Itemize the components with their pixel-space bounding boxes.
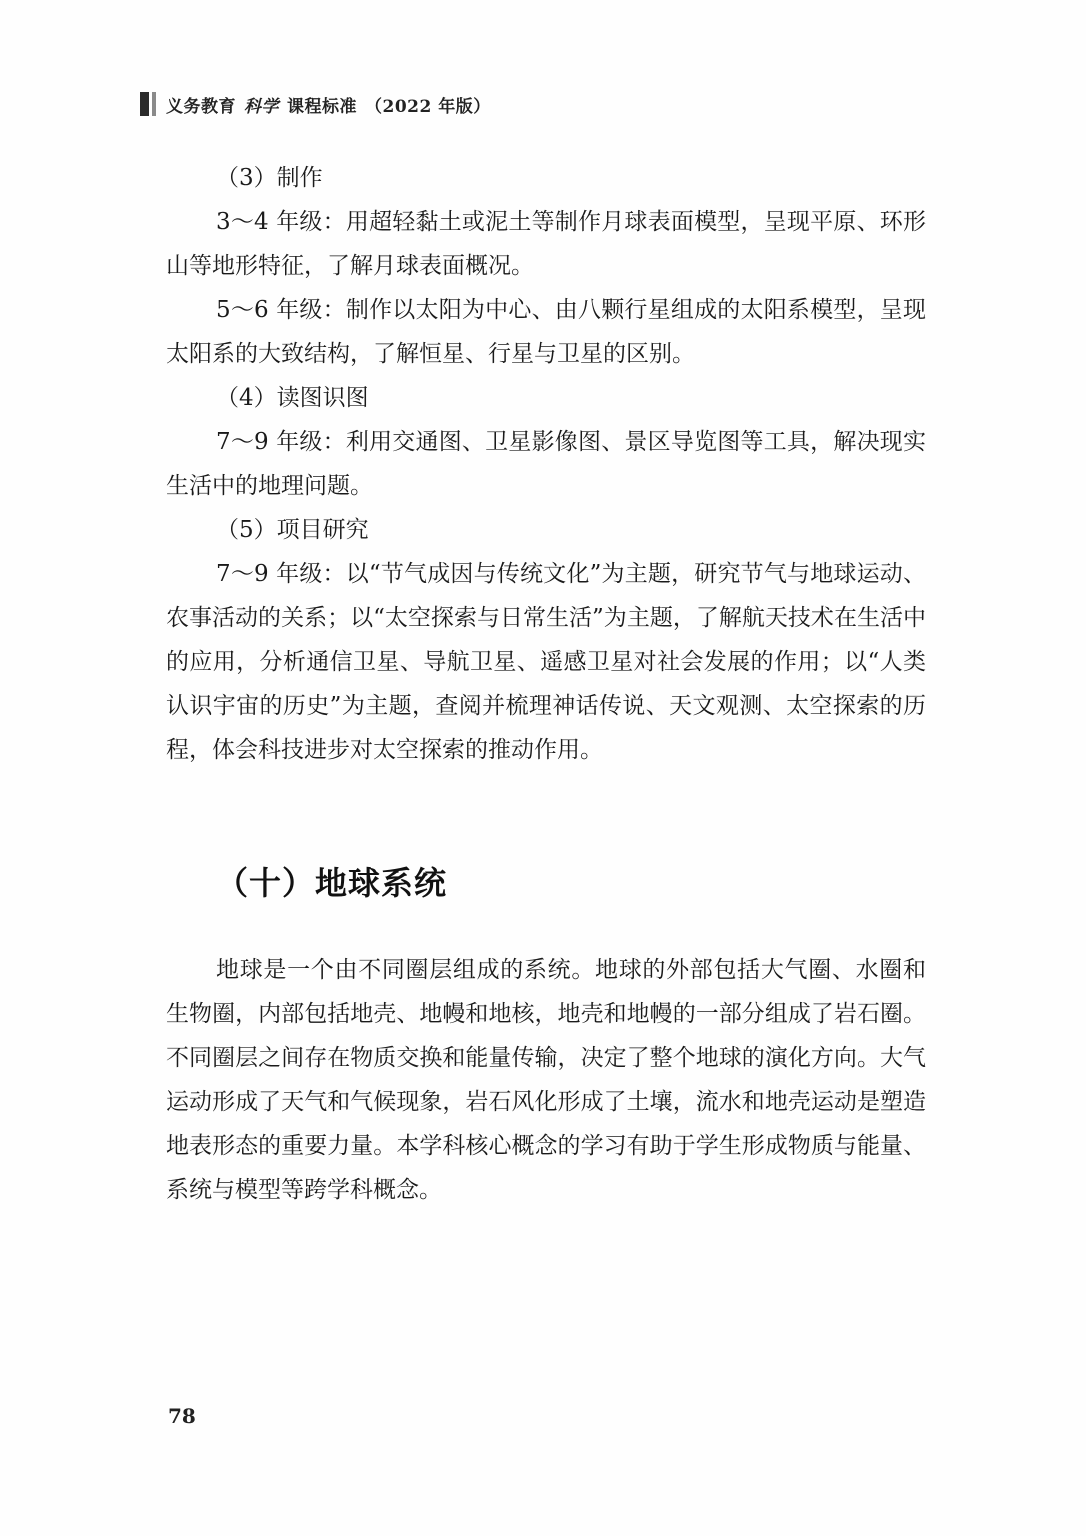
section-title: （十）地球系统	[216, 864, 448, 902]
header-subject: 科学	[244, 96, 279, 117]
paragraph-earth-system: 地球是一个由不同圈层组成的系统。地球的外部包括大气圈、水圈和生物圈，内部包括地壳、地幔和地核，地壳和地幔的一部分组成了岩石圈。不同圈层之间存在物质交换和能量传输，决定了整个地球的演化方向。大气运动形成了天气和气候现象，岩石风化形成了土壤，流水和地壳运动是塑造地表形态的重要力量。本学科核心概念的学习有助于学生形成物质与能量、系统与模型等跨学科概念。	[166, 957, 926, 1203]
subheading-map-reading: （4）读图识图	[216, 385, 369, 411]
header-edition: （2022 年版）	[365, 96, 491, 117]
paragraph-map-7-9: 7～9 年级：利用交通图、卫星影像图、景区导览图等工具，解决现实生活中的地理问题。	[166, 429, 926, 499]
paragraph-make-3-4: 3～4 年级：用超轻黏土或泥土等制作月球表面模型，呈现平原、环形山等地形特征，了解月球表面概况。	[166, 209, 926, 279]
header-bar-icon	[140, 92, 156, 116]
header-book-title: 义务教育	[166, 96, 236, 117]
subheading-project-research: （5）项目研究	[216, 517, 369, 543]
running-header	[140, 90, 491, 118]
main-content	[166, 156, 926, 772]
page-number: 78	[168, 1404, 196, 1428]
section-body	[166, 948, 926, 1212]
header-title	[166, 92, 491, 117]
subheading-make: （3）制作	[216, 165, 323, 191]
paragraph-make-5-6: 5～6 年级：制作以太阳为中心、由八颗行星组成的太阳系模型，呈现太阳系的大致结构，了解恒星、行星与卫星的区别。	[166, 297, 926, 367]
header-doc-type: 课程标准	[287, 96, 357, 117]
paragraph-project-7-9: 7～9 年级：以“节气成因与传统文化”为主题，研究节气与地球运动、农事活动的关系；以“太空探索与日常生活”为主题，了解航天技术在生活中的应用，分析通信卫星、导航卫星、遥感卫星对社会发展的作用；以“人类认识宇宙的历史”为主题，查阅并梳理神话传说、天文观测、太空探索的历程，体会科技进步对太空探索的推动作用。	[166, 561, 926, 763]
